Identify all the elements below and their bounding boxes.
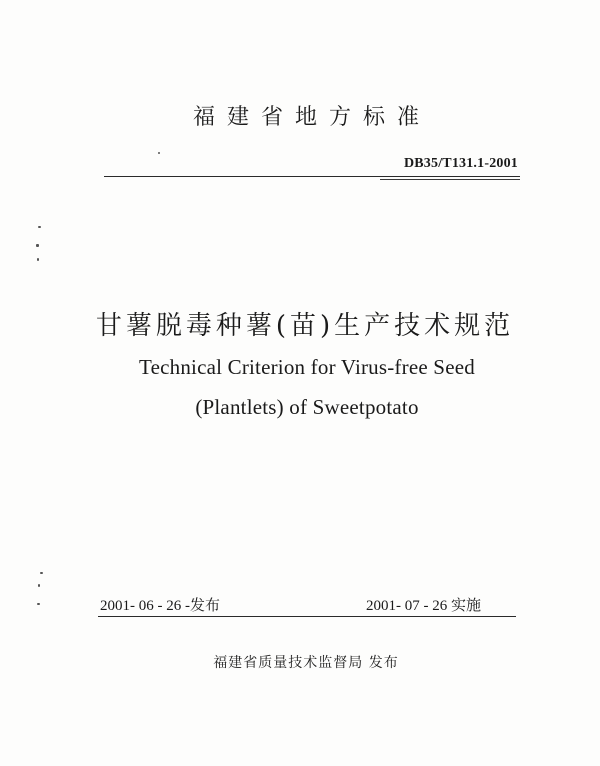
scan-speck (158, 152, 160, 154)
scan-speck (38, 584, 40, 587)
header-divider-underline (380, 179, 520, 180)
title-english-line-1: Technical Criterion for Virus-free Seed (139, 355, 475, 379)
scan-speck (40, 572, 43, 574)
scan-speck (37, 258, 39, 261)
title-chinese: 甘薯脱毒种薯(苗)生产技术规范 (95, 311, 515, 341)
header-divider-line (104, 176, 520, 177)
scan-speck (36, 244, 39, 247)
scan-speck (37, 603, 40, 605)
dates-divider-line (98, 616, 516, 617)
issuing-standard-category: 福建省地方标准 (192, 105, 431, 130)
issue-date: 2001- 06 - 26 -发布 (100, 598, 220, 614)
publisher: 福建省质量技术监督局 发布 (213, 655, 399, 671)
scan-speck (38, 226, 41, 228)
title-english-line-2: (Plantlets) of Sweetpotato (195, 395, 419, 419)
implementation-date: 2001- 07 - 26 实施 (366, 598, 481, 614)
standard-number: DB35/T131.1-2001 (403, 156, 518, 171)
